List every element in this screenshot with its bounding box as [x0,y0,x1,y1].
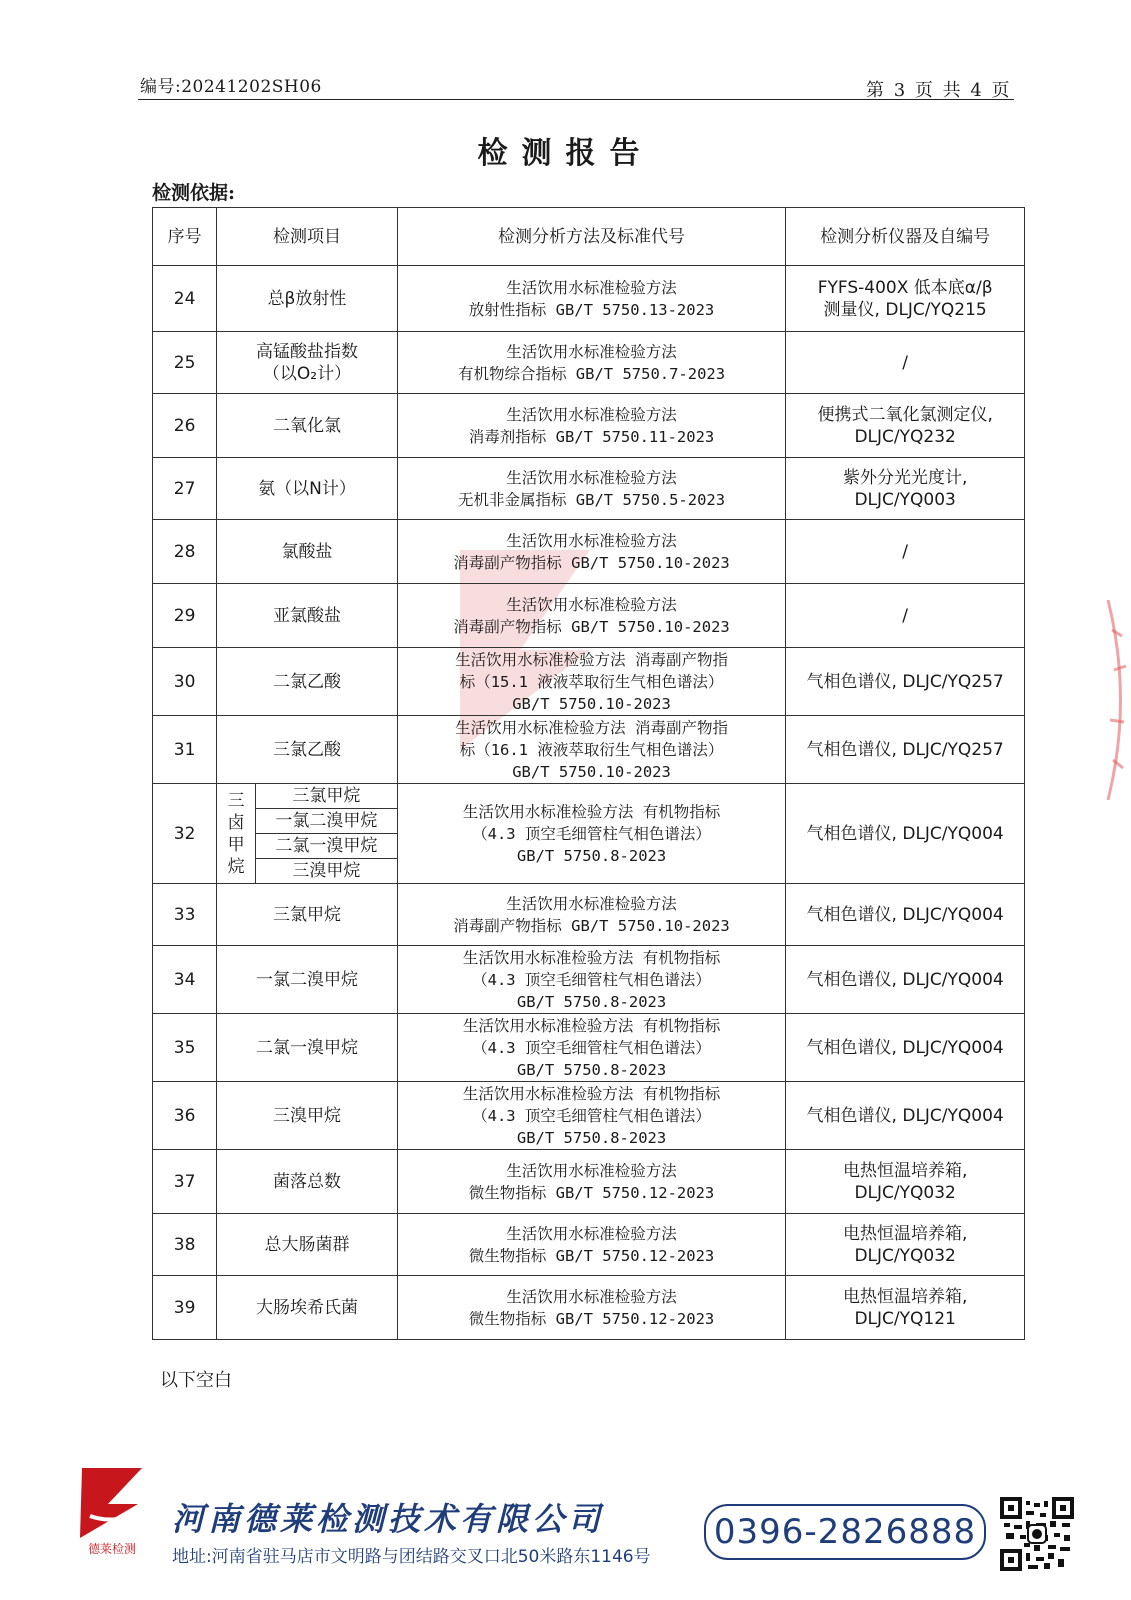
table-row [153,784,1025,809]
table-row [153,1276,1025,1340]
cell-line: / [902,605,909,626]
item-cell [217,1150,398,1214]
cell-line: 生活饮用水标准检验方法 有机物指标 [462,1016,721,1035]
company-logo-icon [72,1464,152,1540]
method-cell [397,884,786,946]
item-cell [217,394,398,458]
company-name: 河南德莱检测技术有限公司 [172,1500,605,1538]
cell-line: / [902,541,909,562]
instrument-cell [786,1214,1025,1276]
report-title: 检测报告 [477,136,654,171]
instrument-cell [786,716,1025,784]
item-name: 高锰酸盐指数 [256,341,358,362]
cell-line: 标（15.1 液液萃取衍生气相色谱法） [459,672,724,691]
method-cell [397,1214,786,1276]
cell-line: （4.3 顶空毛细管柱气相色谱法） [472,1106,711,1125]
logo-caption: 德莱检测 [87,1542,136,1556]
cell-line: 气相色谱仪, DLJC/YQ004 [806,823,1004,844]
item-cell [217,1014,398,1082]
instrument-cell [786,332,1025,394]
table-row [153,458,1025,520]
row-number: 37 [153,1150,217,1214]
method-cell [397,1014,786,1082]
method-cell [397,1150,786,1214]
cell-line: DLJC/YQ032 [854,1182,956,1203]
cell-line: DLJC/YQ003 [854,489,956,510]
stamp-fragment-icon [1098,600,1131,800]
table-row [153,716,1025,784]
cell-line: GB/T 5750.8-2023 [516,1060,667,1079]
cell-line: 电热恒温培养箱, [842,1160,968,1181]
instrument-cell [786,1150,1025,1214]
cell-line: 生活饮用水标准检验方法 [506,531,677,550]
item-name: 氯酸盐 [281,541,333,562]
method-cell [397,520,786,584]
row-number: 32 [153,784,217,884]
instrument-cell [786,884,1025,946]
cell-line: 便携式二氧化氯测定仪, [817,404,993,425]
method-cell [397,394,786,458]
cell-line: GB/T 5750.10-2023 [512,762,671,781]
row-number: 34 [153,946,217,1014]
sub-item: 三溴甲烷 [256,859,398,884]
row-number: 36 [153,1082,217,1150]
cell-line: （4.3 顶空毛细管柱气相色谱法） [472,970,711,989]
row-number: 31 [153,716,217,784]
table-row [153,520,1025,584]
row-number: 35 [153,1014,217,1082]
row-number: 30 [153,648,217,716]
cell-line: 消毒剂指标 GB/T 5750.11-2023 [468,427,715,446]
row-number: 39 [153,1276,217,1340]
table-row [153,1014,1025,1082]
cell-line: 放射性指标 GB/T 5750.13-2023 [468,300,715,319]
item-name: 总β放射性 [267,288,347,309]
cell-line: （4.3 顶空毛细管柱气相色谱法） [472,824,711,843]
cell-line: 消毒副产物指标 GB/T 5750.10-2023 [453,553,730,572]
item-name: 二氧化氯 [273,415,341,436]
item-name: 菌落总数 [273,1171,341,1192]
cell-line: 紫外分光光度计, [842,467,968,488]
instrument-cell [786,584,1025,648]
instrument-cell [786,1276,1025,1340]
cell-line: 无机非金属指标 GB/T 5750.5-2023 [457,490,726,509]
qr-code-icon [1000,1497,1074,1571]
cell-line: / [902,352,909,373]
item-name: 亚氯酸盐 [273,605,341,626]
cell-line: 消毒副产物指标 GB/T 5750.10-2023 [453,617,730,636]
row-number: 38 [153,1214,217,1276]
item-name: 一氯二溴甲烷 [256,969,358,990]
cell-line: 气相色谱仪, DLJC/YQ004 [806,904,1004,925]
cell-line: （4.3 顶空毛细管柱气相色谱法） [472,1038,711,1057]
cell-line: DLJC/YQ121 [854,1308,956,1329]
cell-line: 生活饮用水标准检验方法 [506,468,677,487]
method-cell [397,584,786,648]
cell-line: 生活饮用水标准检验方法 有机物指标 [462,1084,721,1103]
method-cell [397,332,786,394]
column-header: 检测项目 [217,208,398,266]
row-number: 27 [153,458,217,520]
cell-line: 生活饮用水标准检验方法 消毒副产物指 [455,718,728,737]
cell-line: 生活饮用水标准检验方法 [506,278,677,297]
instrument-cell [786,266,1025,332]
table-row [153,266,1025,332]
company-phone: 0396-2826888 [704,1504,986,1560]
item-cell [217,266,398,332]
method-cell [397,716,786,784]
cell-line: 标（16.1 液液萃取衍生气相色谱法） [459,740,724,759]
cell-line: 气相色谱仪, DLJC/YQ004 [806,1105,1004,1126]
item-cell [217,584,398,648]
table-row [153,394,1025,458]
instrument-cell [786,458,1025,520]
sub-item: 一氯二溴甲烷 [256,809,398,834]
end-note: 以下空白 [160,1370,232,1391]
column-header: 序号 [153,208,217,266]
table-row [153,584,1025,648]
cell-line: 生活饮用水标准检验方法 [506,1161,677,1180]
method-cell [397,648,786,716]
table-row [153,648,1025,716]
method-cell [397,458,786,520]
cell-line: GB/T 5750.8-2023 [516,992,667,1011]
cell-line: 生活饮用水标准检验方法 有机物指标 [462,802,721,821]
table-row [153,332,1025,394]
cell-line: 生活饮用水标准检验方法 [506,894,677,913]
column-header: 检测分析方法及标准代号 [397,208,786,266]
method-cell [397,946,786,1014]
item-name: 三溴甲烷 [273,1105,341,1126]
instrument-cell [786,394,1025,458]
cell-line: 生活饮用水标准检验方法 消毒副产物指 [455,650,728,669]
group-label-text: 三卤甲烷 [227,790,245,877]
item-cell [217,1276,398,1340]
cell-line: 微生物指标 GB/T 5750.12-2023 [468,1246,715,1265]
method-cell [397,784,786,884]
instrument-cell [786,1014,1025,1082]
table-row [153,946,1025,1014]
item-cell [217,520,398,584]
item-cell [217,884,398,946]
instrument-cell [786,1082,1025,1150]
group-label [217,784,256,884]
item-cell [217,716,398,784]
method-cell [397,1276,786,1340]
item-name: 三氯乙酸 [273,739,341,760]
table-row [153,1082,1025,1150]
cell-line: FYFS-400X 低本底α/β [817,277,993,298]
cell-line: GB/T 5750.10-2023 [512,694,671,713]
cell-line: GB/T 5750.8-2023 [516,846,667,865]
header-divider [138,99,1014,100]
table-row [153,884,1025,946]
item-name: 二氯乙酸 [273,671,341,692]
cell-line: 生活饮用水标准检验方法 [506,405,677,424]
item-cell [217,1214,398,1276]
table-row [153,1214,1025,1276]
method-cell [397,1082,786,1150]
page-indicator: 第 3 页 共 4 页 [866,80,1012,101]
row-number: 26 [153,394,217,458]
row-number: 29 [153,584,217,648]
cell-line: 生活饮用水标准检验方法 有机物指标 [462,948,721,967]
row-number: 25 [153,332,217,394]
basis-table [152,207,1025,1340]
cell-line: 气相色谱仪, DLJC/YQ257 [806,739,1004,760]
instrument-cell [786,946,1025,1014]
method-cell [397,266,786,332]
cell-line: 微生物指标 GB/T 5750.12-2023 [468,1309,715,1328]
cell-line: 测量仪, DLJC/YQ215 [823,299,987,320]
cell-line: 消毒副产物指标 GB/T 5750.10-2023 [453,916,730,935]
cell-line: DLJC/YQ232 [854,426,956,447]
cell-line: 电热恒温培养箱, [842,1223,968,1244]
item-cell [217,332,398,394]
item-name-note: （以O₂计） [262,363,352,384]
table-row [153,1150,1025,1214]
column-header: 检测分析仪器及自编号 [786,208,1025,266]
cell-line: 有机物综合指标 GB/T 5750.7-2023 [457,364,726,383]
cell-line: 生活饮用水标准检验方法 [506,342,677,361]
cell-line: DLJC/YQ032 [854,1245,956,1266]
item-name: 三氯甲烷 [273,904,341,925]
row-number: 33 [153,884,217,946]
item-cell [217,458,398,520]
cell-line: 气相色谱仪, DLJC/YQ004 [806,1037,1004,1058]
instrument-cell [786,648,1025,716]
report-number: 编号:20241202SH06 [140,77,322,97]
cell-line: 气相色谱仪, DLJC/YQ004 [806,969,1004,990]
item-name: 氨（以N计） [258,478,356,499]
instrument-cell [786,784,1025,884]
table-header-row [153,208,1025,266]
item-cell [217,946,398,1014]
row-number: 24 [153,266,217,332]
item-name: 二氯一溴甲烷 [256,1037,358,1058]
row-number: 28 [153,520,217,584]
cell-line: GB/T 5750.8-2023 [516,1128,667,1147]
cell-line: 生活饮用水标准检验方法 [506,595,677,614]
cell-line: 电热恒温培养箱, [842,1286,968,1307]
cell-line: 生活饮用水标准检验方法 [506,1224,677,1243]
sub-item: 三氯甲烷 [256,784,398,809]
basis-label: 检测依据: [152,182,236,204]
item-cell [217,1082,398,1150]
cell-line: 气相色谱仪, DLJC/YQ257 [806,671,1004,692]
item-name: 总大肠菌群 [264,1234,350,1255]
item-cell [217,648,398,716]
instrument-cell [786,520,1025,584]
item-name: 大肠埃希氏菌 [256,1297,358,1318]
company-address: 地址:河南省驻马店市文明路与团结路交叉口北50米路东1146号 [172,1547,651,1567]
sub-item: 二氯一溴甲烷 [256,834,398,859]
cell-line: 微生物指标 GB/T 5750.12-2023 [468,1183,715,1202]
cell-line: 生活饮用水标准检验方法 [506,1287,677,1306]
